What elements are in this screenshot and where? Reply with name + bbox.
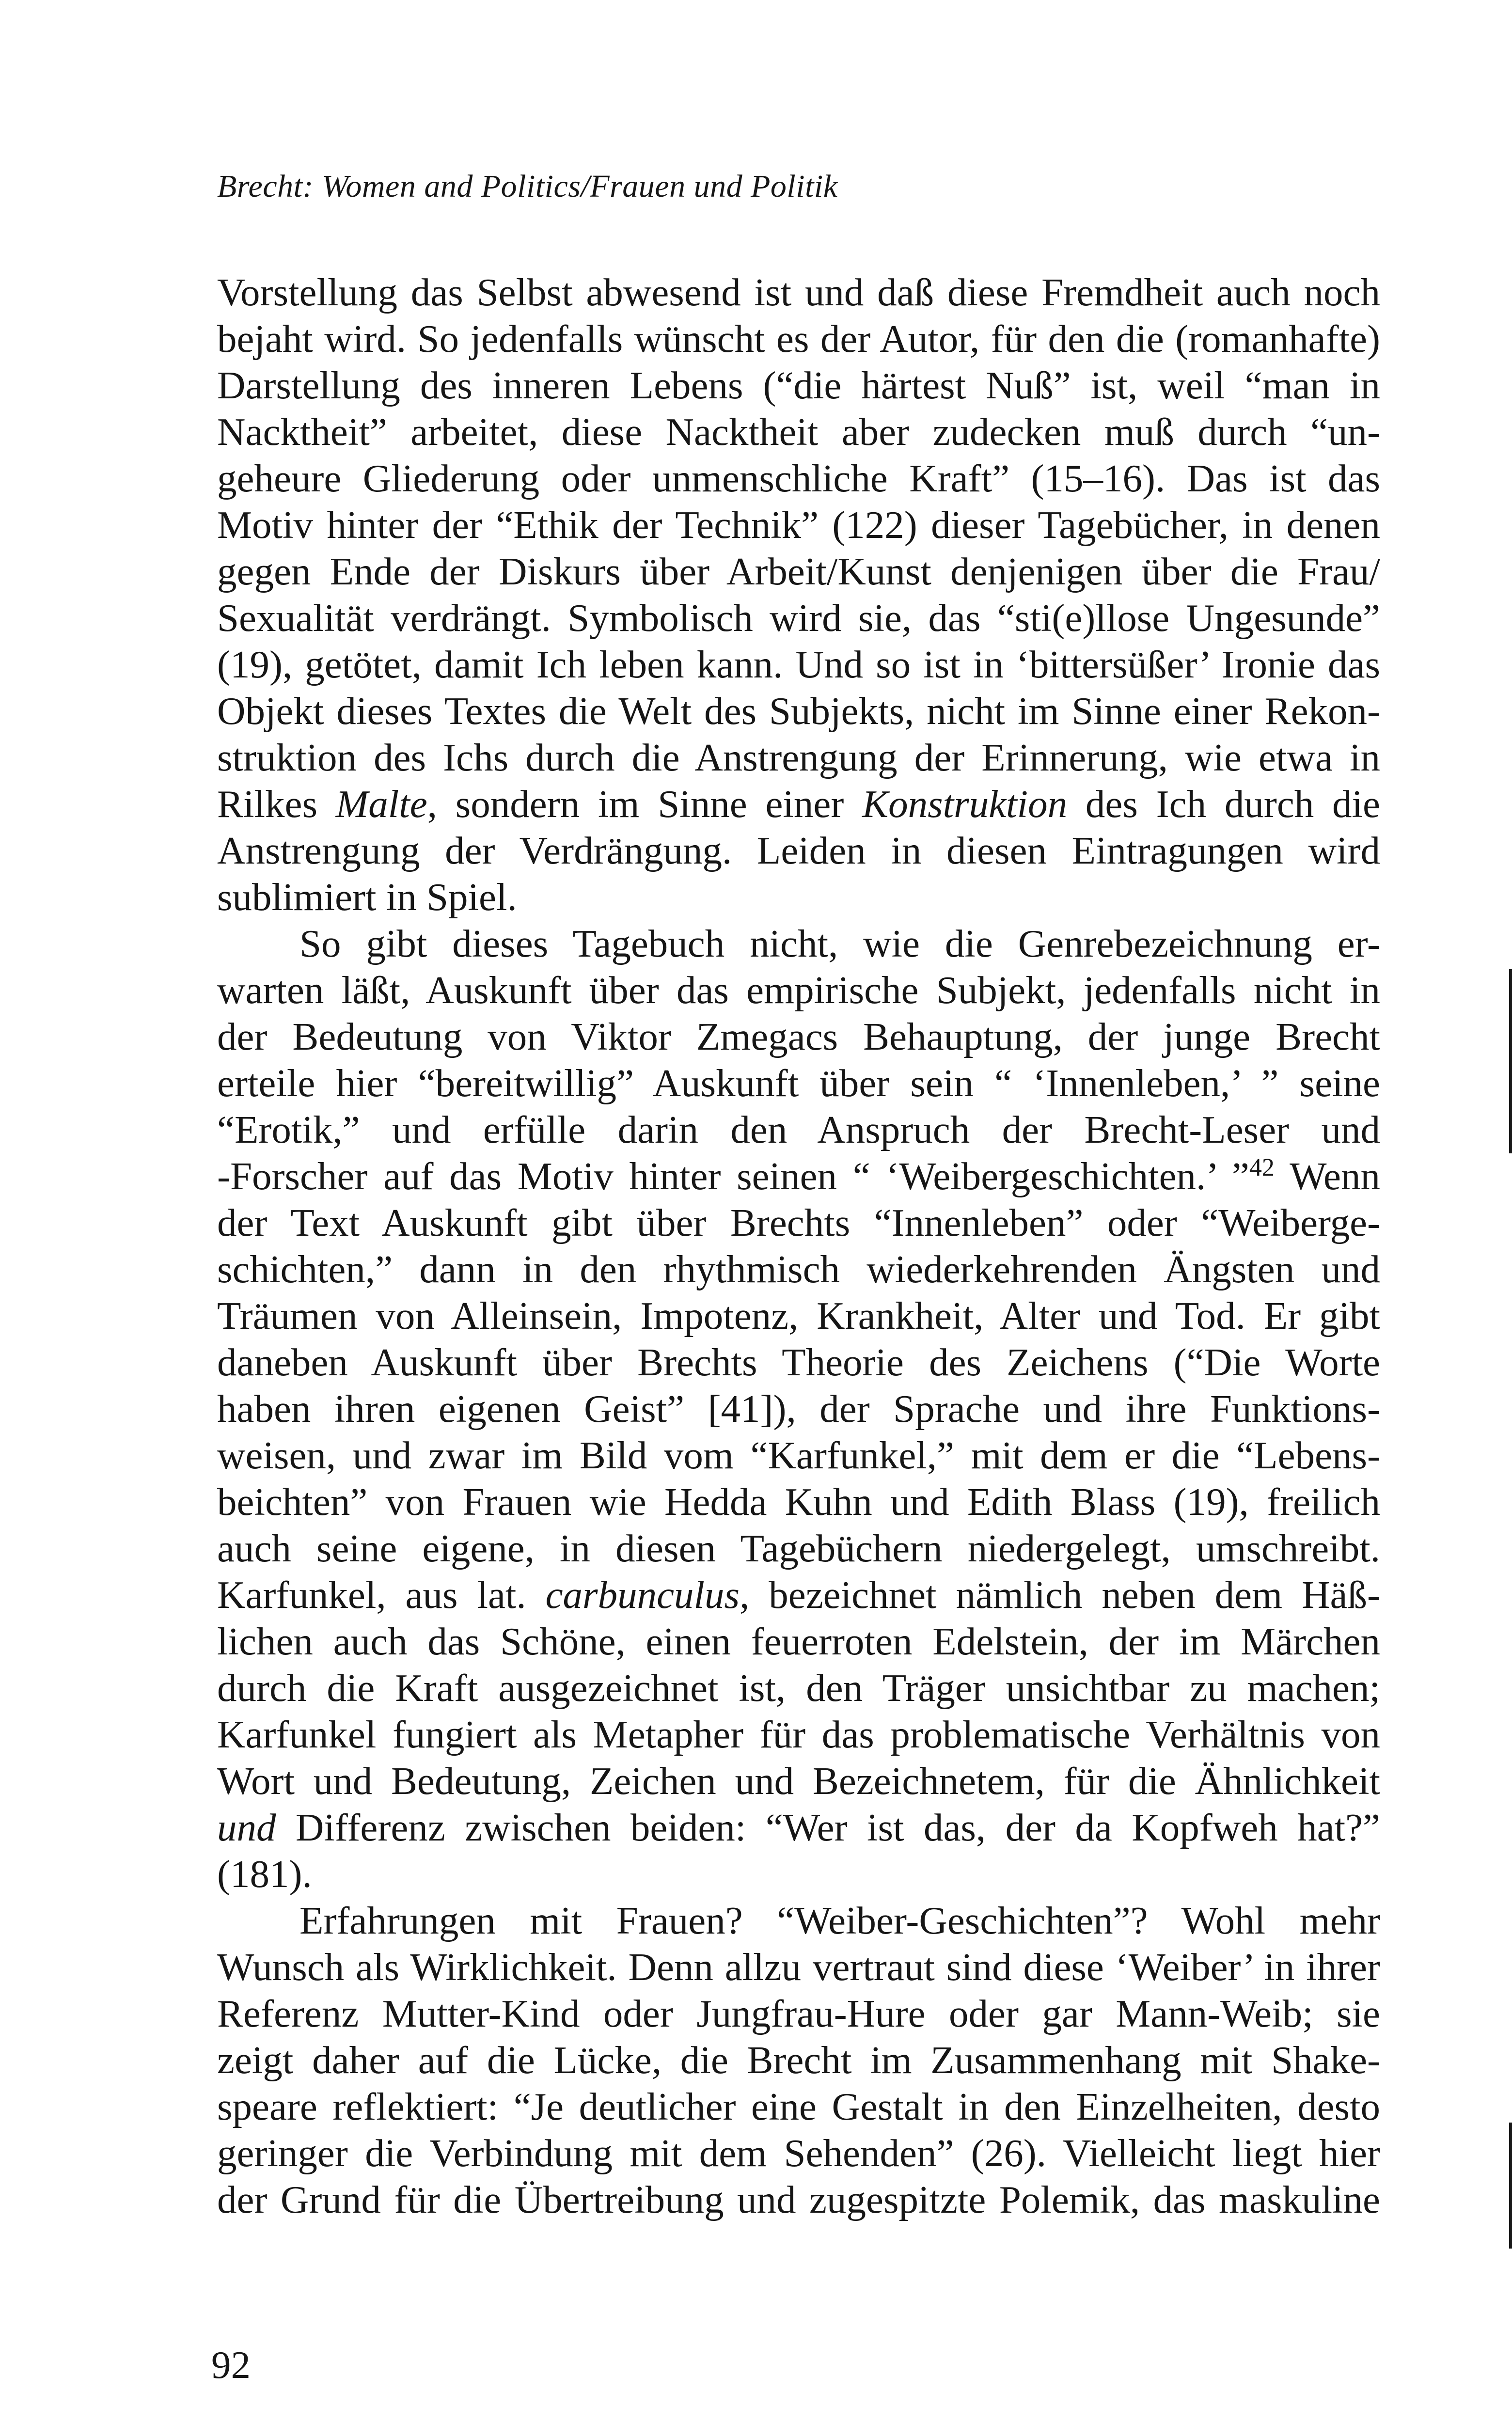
text-line: -Forscher auf das Motiv hinter seinen “ ‘Weibergeschichten.’ ”$^{42}$ Wenn bbox=[217, 1154, 1380, 1198]
text-line: struktion des Ichs durch die Anstrengung der Erinnerung, wie etwa in bbox=[217, 736, 1380, 779]
text-line: Nacktheit” arbeitet, diese Nacktheit aber zudecken muß durch “un- bbox=[217, 410, 1380, 454]
text-line: erteile hier “bereitwillig” Auskunft über sein “ ‘Innenleben,’ ” seine bbox=[217, 1061, 1380, 1105]
text-line: daneben Auskunft über Brechts Theorie des Zeichens (“Die Worte bbox=[217, 1340, 1380, 1384]
text-line: Rilkes Malte, sondern im Sinne einer Konstruktion des Ich durch die bbox=[217, 782, 1380, 826]
text-line: Darstellung des inneren Lebens (“die härtest Nuß” ist, weil “man in bbox=[217, 363, 1380, 407]
text-line: Anstrengung der Verdrängung. Leiden in diesen Eintragungen wird bbox=[217, 829, 1380, 872]
text-line: weisen, und zwar im Bild vom “Karfunkel,” mit dem er die “Lebens- bbox=[217, 1433, 1380, 1477]
text-line: der Bedeutung von Viktor Zmegacs Behauptung, der junge Brecht bbox=[217, 1015, 1380, 1058]
text-line: Karfunkel fungiert als Metapher für das problematische Verhältnis von bbox=[217, 1713, 1380, 1756]
text-line: speare reflektiert: “Je deutlicher eine Gestalt in den Einzelheiten, desto bbox=[217, 2085, 1380, 2128]
text-line: Objekt dieses Textes die Welt des Subjekts, nicht im Sinne einer Rekon- bbox=[217, 689, 1380, 733]
paragraph-first-line: So gibt dieses Tagebuch nicht, wie die Genrebezeichnung er- bbox=[299, 922, 1380, 965]
scan-edge-mark bbox=[1509, 2123, 1512, 2249]
text-line: (181). bbox=[217, 1852, 312, 1896]
text-line: Sexualität verdrängt. Symbolisch wird sie, das “sti(e)llose Ungesunde” bbox=[217, 596, 1380, 640]
text-line: beichten” von Frauen wie Hedda Kuhn und Edith Blass (19), freilich bbox=[217, 1480, 1380, 1524]
text-line: Wort und Bedeutung, Zeichen und Bezeichnetem, für die Ähnlichkeit bbox=[217, 1759, 1380, 1803]
text-line: haben ihren eigenen Geist” [41]), der Sprache und ihre Funktions- bbox=[217, 1387, 1380, 1431]
text-line: zeigt daher auf die Lücke, die Brecht im Zusammenhang mit Shake- bbox=[217, 2038, 1380, 2082]
paragraph-first-line: Erfahrungen mit Frauen? “Weiber-Geschichten”? Wohl mehr bbox=[299, 1899, 1380, 1942]
page-number: 92 bbox=[211, 2343, 251, 2387]
text-line: gegen Ende der Diskurs über Arbeit/Kunst denjenigen über die Frau/ bbox=[217, 550, 1380, 593]
text-line: Referenz Mutter-Kind oder Jungfrau-Hure oder gar Mann-Weib; sie bbox=[217, 1992, 1380, 2035]
running-head: Brecht: Women and Politics/Frauen und Politik bbox=[217, 169, 838, 204]
text-line: der Grund für die Übertreibung und zugespitzte Polemik, das maskuline bbox=[217, 2178, 1380, 2221]
text-line: geringer die Verbindung mit dem Sehenden” (26). Vielleicht liegt hier bbox=[217, 2131, 1380, 2175]
text-line: Karfunkel, aus lat. carbunculus, bezeichnet nämlich neben dem Häß- bbox=[217, 1573, 1380, 1617]
scan-edge-mark bbox=[1509, 969, 1512, 1153]
text-line: Träumen von Alleinsein, Impotenz, Krankheit, Alter und Tod. Er gibt bbox=[217, 1294, 1380, 1337]
text-line: der Text Auskunft gibt über Brechts “Innenleben” oder “Weiberge- bbox=[217, 1201, 1380, 1244]
text-line: Motiv hinter der “Ethik der Technik” (122) dieser Tagebücher, in denen bbox=[217, 503, 1380, 547]
text-line: lichen auch das Schöne, einen feuerroten Edelstein, der im Märchen bbox=[217, 1620, 1380, 1663]
text-line: auch seine eigene, in diesen Tagebüchern niedergelegt, umschreibt. bbox=[217, 1526, 1380, 1570]
text-line: “Erotik,” und erfülle darin den Anspruch der Brecht-Leser und bbox=[217, 1108, 1380, 1151]
text-line: Wunsch als Wirklichkeit. Denn allzu vertraut sind diese ‘Weiber’ in ihrer bbox=[217, 1945, 1380, 1989]
text-line: durch die Kraft ausgezeichnet ist, den Träger unsichtbar zu machen; bbox=[217, 1666, 1380, 1710]
text-line: bejaht wird. So jedenfalls wünscht es der Autor, für den die (romanhafte) bbox=[217, 317, 1380, 361]
text-line: (19), getötet, damit Ich leben kann. Und so ist in ‘bittersüßer’ Ironie das bbox=[217, 643, 1380, 686]
text-line: schichten,” dann in den rhythmisch wiederkehrenden Ängsten und bbox=[217, 1247, 1380, 1291]
body-text bbox=[217, 269, 1380, 2223]
text-line: sublimiert in Spiel. bbox=[217, 875, 517, 919]
text-line: und Differenz zwischen beiden: “Wer ist das, der da Kopfweh hat?” bbox=[217, 1806, 1380, 1849]
text-line: warten läßt, Auskunft über das empirische Subjekt, jedenfalls nicht in bbox=[217, 968, 1380, 1012]
text-line: Vorstellung das Selbst abwesend ist und daß diese Fremdheit auch noch bbox=[217, 270, 1380, 314]
text-line: geheure Gliederung oder unmenschliche Kraft” (15–16). Das ist das bbox=[217, 456, 1380, 500]
